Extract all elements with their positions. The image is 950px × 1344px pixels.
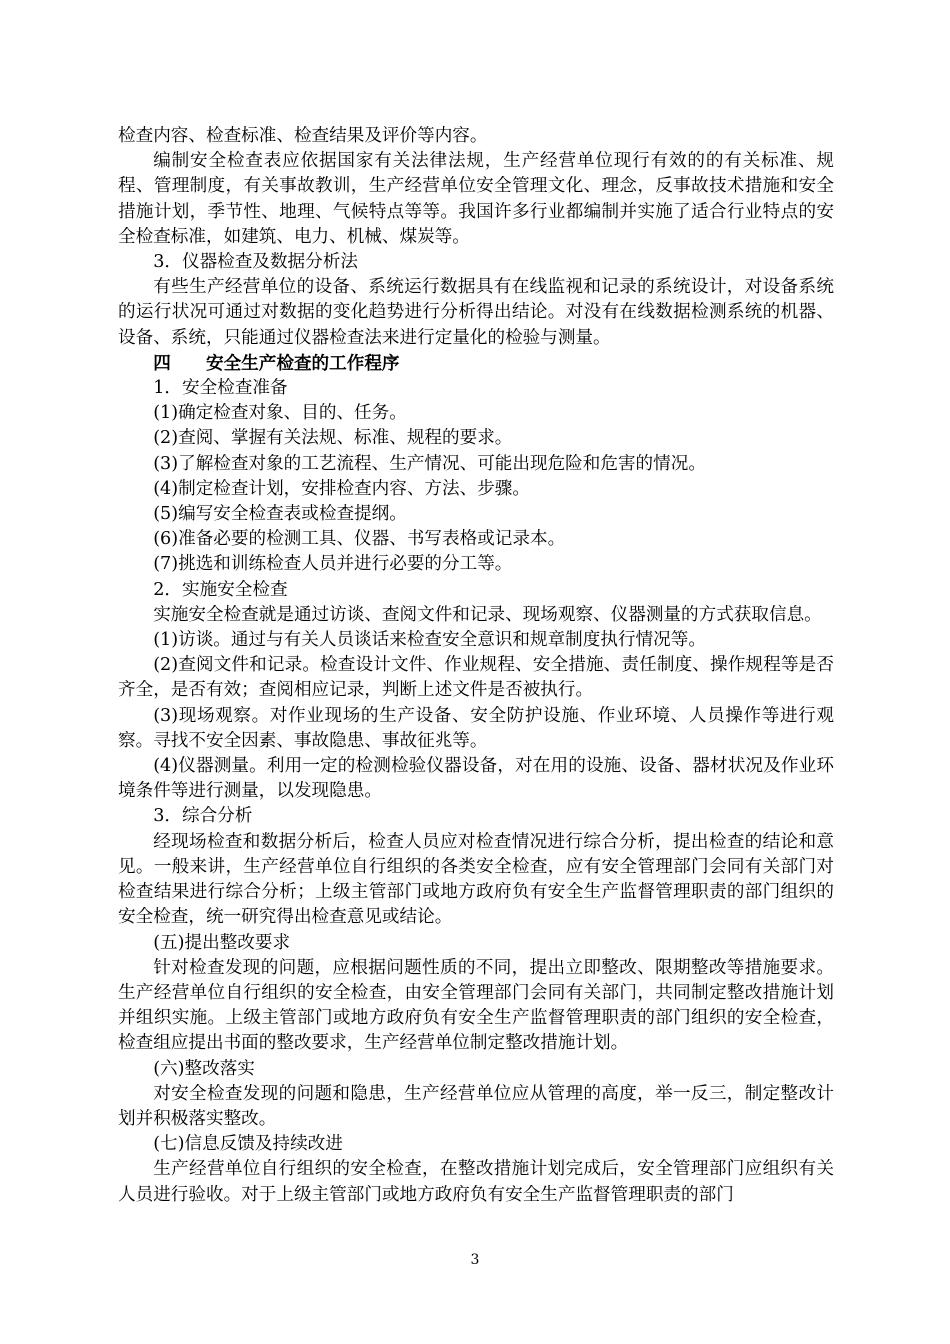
subheading: (五)提出整改要求 <box>153 932 291 953</box>
list-item: (1)访谈。通过与有关人员谈话来检查安全意识和规章制度执行情况等。 <box>153 630 706 651</box>
list-item: (3)了解检查对象的工艺流程、生产情况、可能出现危险和危害的情况。 <box>153 453 706 474</box>
section-heading: 四 安全生产检查的工作程序 <box>153 352 400 374</box>
list-item: (6)准备必要的检测工具、仪器、书写表格或记录本。 <box>153 529 566 550</box>
paragraph-continuation: 检查内容、检查标准、检查结果及评价等内容。 <box>118 126 488 146</box>
list-item: (4)制定检查计划，安排检查内容、方法、步骤。 <box>153 478 530 499</box>
paragraph: 编制安全检查表应依据国家有关法律法规，生产经营单位现行有效的的有关标准、规程、管理制度，有关事故教训，生产经营单位安全管理文化、理念，反事故技术措施和安全措施计划，季节性、地理、气候特点等等。我国许多行业都编制并实施了适合行业特点的安全检查标准，如建筑、电力、机械、煤炭等。 <box>118 151 834 247</box>
subheading: (七)信息反馈及持续改进 <box>153 1134 343 1155</box>
paragraph: 有些生产经营单位的设备、系统运行数据具有在线监视和记录的系统设计，对设备系统的运行状况可通过对数据的变化趋势进行分析得出结论。对没有在线数据检测系统的机器、设备、系统，只能通过仪器检查法来进行定量化的检验与测量。 <box>118 277 834 348</box>
list-item: (3)现场观察。对作业现场的生产设备、安全防护设施、作业环境、人员操作等进行观察。寻找不安全因素、事故隐患、事故征兆等。 <box>118 705 834 751</box>
list-item: (1)确定检查对象、目的、任务。 <box>153 403 407 424</box>
list-item: (7)挑选和训练检查人员并进行必要的分工等。 <box>153 554 513 575</box>
subheading: 2．实施安全检查 <box>153 579 288 600</box>
list-item: (2)查阅、掌握有关法规、标准、规程的要求。 <box>153 428 513 449</box>
page-number: 3 <box>470 1252 480 1268</box>
list-item: (2)查阅文件和记录。检查设计文件、作业规程、安全措施、责任制度、操作规程等是否齐全，是否有效；查阅相应记录，判断上述文件是否被执行。 <box>118 655 834 701</box>
subheading: 3．综合分析 <box>153 806 253 827</box>
paragraph: 针对检查发现的问题，应根据问题性质的不同，提出立即整改、限期整改等措施要求。生产经营单位自行组织的安全检查，由安全管理部门会同有关部门，共同制定整改措施计划并组织实施。上级主管部门或地方政府负有安全生产监督管理职责的部门组织的安全检查，检查组应提出书面的整改要求，生产经营单位制定整改措施计划。 <box>118 957 834 1054</box>
document-body <box>118 124 834 1208</box>
subheading: 3．仪器检查及数据分析法 <box>153 252 358 273</box>
subheading: 1．安全检查准备 <box>153 378 288 399</box>
paragraph: 生产经营单位自行组织的安全检查，在整改措施计划完成后，安全管理部门应组织有关人员进行验收。对于上级主管部门或地方政府负有安全生产监督管理职责的部门 <box>118 1159 834 1205</box>
paragraph: 经现场检查和数据分析后，检查人员应对检查情况进行综合分析，提出检查的结论和意见。一般来讲，生产经营单位自行组织的各类安全检查，应有安全管理部门会同有关部门对检查结果进行综合分析；上级主管部门或地方政府负有安全生产监督管理职责的部门组织的安全检查，统一研究得出检查意见或结论。 <box>118 831 834 928</box>
subheading: (六)整改落实 <box>153 1058 255 1079</box>
paragraph: 对安全检查发现的问题和隐患，生产经营单位应从管理的高度，举一反三，制定整改计划并积极落实整改。 <box>118 1083 834 1129</box>
list-item: (5)编写安全检查表或检查提纲。 <box>153 504 407 525</box>
paragraph: 实施安全检查就是通过访谈、查阅文件和记录、现场观察、仪器测量的方式获取信息。 <box>153 604 822 625</box>
list-item: (4)仪器测量。利用一定的检测检验仪器设备，对在用的设施、设备、器材状况及作业环境条件等进行测量，以发现隐患。 <box>118 756 834 802</box>
